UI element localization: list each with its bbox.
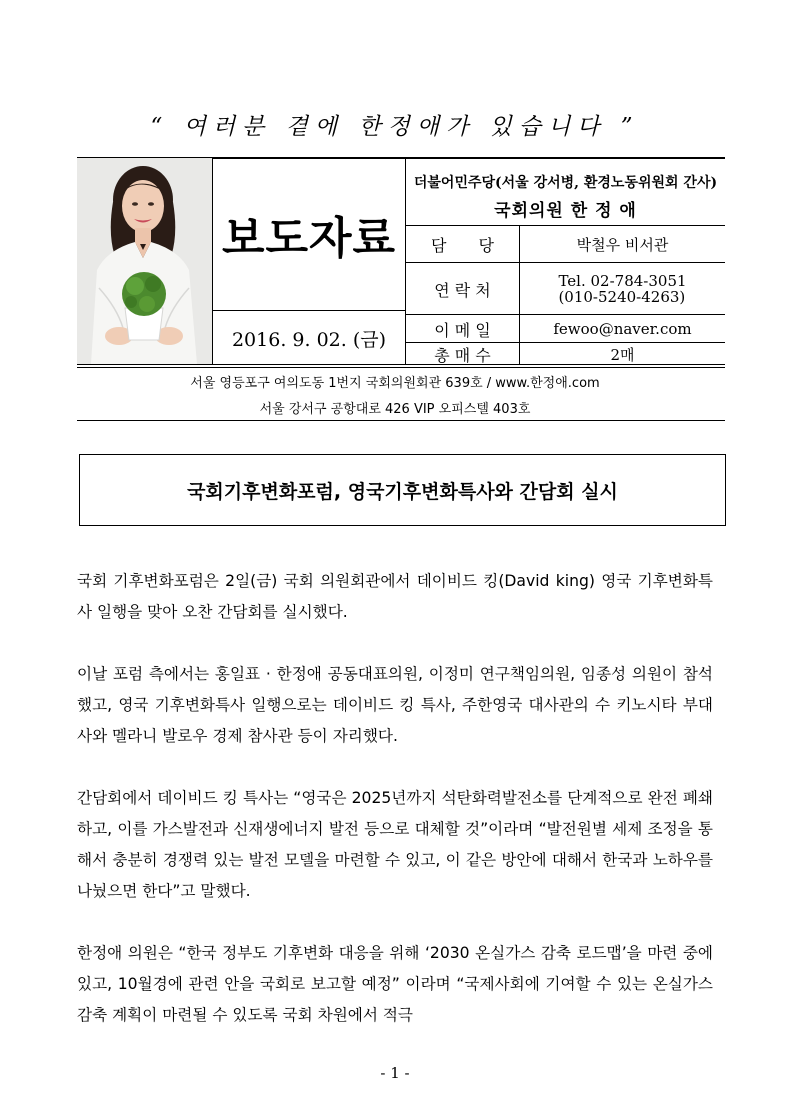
info-label: 총 매 수 (406, 343, 520, 365)
mobile-number: (010-5240-4263) (558, 288, 686, 306)
contact-row-manager (406, 225, 725, 263)
email-address: fewoo@naver.com (553, 320, 692, 338)
info-label: 담 당 (406, 226, 520, 263)
page-number: - 1 - (380, 1064, 410, 1082)
phone-number: Tel. 02-784-3051 (558, 272, 687, 290)
paragraph: 한정애 의원은 “한국 정부도 기후변화 대응을 위해 ‘2030 온실가스 감축 로드맵’을 마련 중에 있고, 10월경에 관련 안을 국회로 보고할 예정” 이라며 “국제사회에 기여할 수 있는 온실가스 감축 계획이 마련될 수 있도록 국회 차원에서 적극 (77, 944, 713, 1024)
headline-box (79, 454, 726, 526)
person-holding-plant-photo (77, 158, 212, 364)
contact-row-email (406, 314, 725, 343)
office-address: 서울 영등포구 여의도동 1번지 국회의원회관 639호 / www.한정애.com (190, 376, 600, 391)
article-body (77, 566, 713, 1062)
header-bottom-rule-double (77, 367, 725, 368)
org-info (406, 158, 725, 225)
contact-row-page-count (406, 342, 725, 365)
party-affiliation: 더불어민주당(서울 강서병, 환경노동위원회 간사) (413, 175, 718, 191)
paragraph: 국회 기후변화포럼은 2일(금) 국회 의원회관에서 데이비드 킹(David king) 영국 기후변화특사 일행을 맞아 오찬 간담회를 실시했다. (77, 572, 713, 621)
header-bottom-rule (77, 364, 725, 365)
info-label: 이 메 일 (406, 315, 520, 343)
lawmaker-photo (77, 158, 213, 364)
lawmaker-name: 국회의원 한 정 애 (494, 201, 637, 221)
info-label: 연 락 처 (406, 263, 520, 315)
press-release-title-cell (213, 158, 406, 310)
info-value: 박철우 비서관 (576, 236, 669, 254)
paragraph: 간담회에서 데이비드 킹 특사는 “영국은 2025년까지 석탄화력발전소를 단계적으로 완전 폐쇄하고, 이를 가스발전과 신재생에너지 발전 등으로 대체할 것”이라며 “발전원별 세제 조정을 통해서 충분히 경쟁력 있는 발전 모델을 마련할 수 있고, 이 같은 방안에 대해서 한국과 노하우를 나눴으면 한다”고 말했다. (77, 789, 713, 900)
paragraph: 이날 포럼 측에서는 홍일표 · 한정애 공동대표의원, 이정미 연구책임의원, 임종성 의원이 참석했고, 영국 기후변화특사 일행으로는 데이비드 킹 특사, 주한영국 대사관의 수 키노시타 부대사와 멜라니 발로우 경제 참사관 등이 자리했다. (77, 665, 713, 745)
contact-row-phone (406, 262, 725, 315)
headline: 국회기후변화포럼, 영국기후변화특사와 간담회 실시 (187, 480, 618, 503)
release-date: 2016. 9. 02. (금) (213, 310, 406, 365)
press-release-title: 보도자료 (221, 213, 396, 264)
info-value (520, 263, 725, 315)
info-value: 2매 (610, 345, 635, 364)
local-office-address: 서울 강서구 공항대로 426 VIP 오피스텔 403호 (259, 402, 531, 417)
address-rule (77, 420, 725, 421)
motto-slogan: “ 여러분 곁에 한정애가 있습니다 ” (150, 114, 640, 140)
